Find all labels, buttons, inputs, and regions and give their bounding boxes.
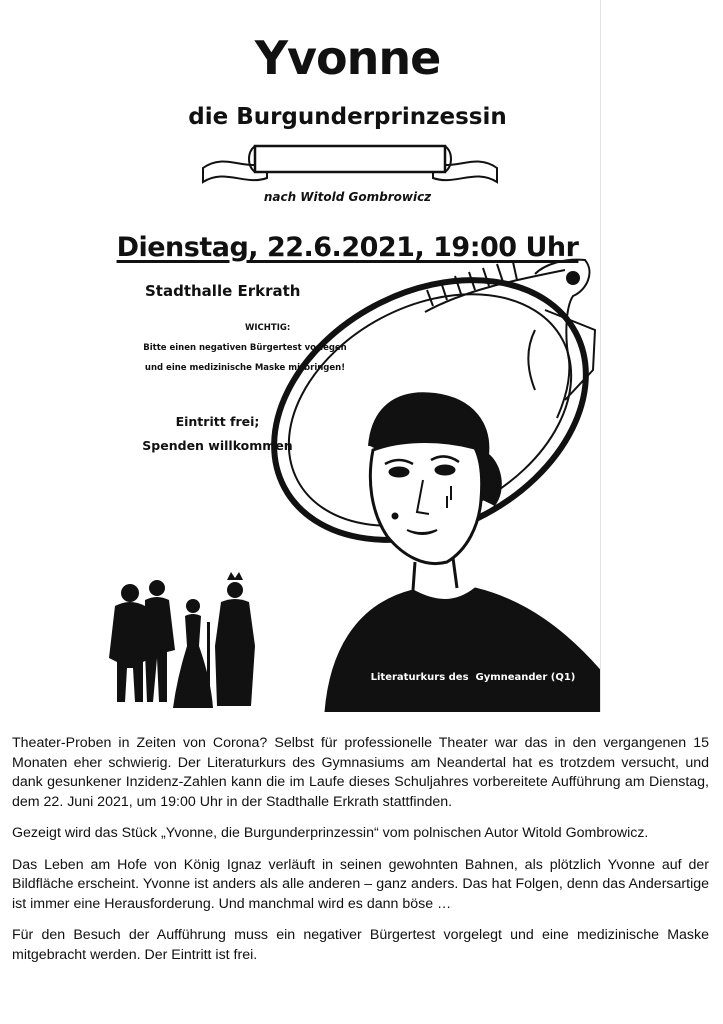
poster-byline: nach Witold Gombrowicz bbox=[263, 190, 432, 204]
notice-line: und eine medizinische Maske mitbringen! bbox=[144, 363, 346, 373]
event-poster bbox=[95, 0, 601, 712]
ribbon-banner-icon bbox=[195, 138, 505, 186]
course-credit: Literaturkurs des Gymneander (Q1) bbox=[357, 666, 589, 690]
event-venue: Stadthalle Erkrath bbox=[145, 282, 301, 300]
entry-line: Spenden willkommen bbox=[142, 438, 293, 453]
silhouette-figures bbox=[109, 572, 255, 708]
important-notice bbox=[95, 318, 395, 378]
poster-title: Yvonne bbox=[254, 31, 441, 85]
poster-subtitle: die Burgunderprinzessin bbox=[188, 104, 507, 130]
event-date: Dienstag, 22.6.2021, 19:00 Uhr bbox=[116, 232, 579, 263]
article-paragraph: Theater-Proben in Zeiten von Corona? Selbst für professionelle Theater war das in den vergangenen 15 Monaten eher schwierig. Der Literaturkurs des Gymnasiums am Neandertal hat es trotzdem versucht, und dank gesunkener Inzidenz-Zahlen kann die im Laufe dieses Schuljahres vorbereitete Aufführung am Dienstag, dem 22. Juni 2021, um 19:00 Uhr in der Stadthalle Erkrath stattfinden. bbox=[12, 735, 709, 810]
notice-line: Bitte einen negativen Bürgertest vorlegen bbox=[143, 343, 347, 353]
notice-label: WICHTIG: bbox=[245, 323, 291, 333]
entry-line: Eintritt frei; bbox=[175, 414, 260, 429]
article-paragraph: Das Leben am Hofe von König Ignaz verläuft in seinen gewohnten Bahnen, als plötzlich Yvonne auf der Bildfläche erscheint. Yvonne ist anders als alle anderen – ganz anders. Das hat Folgen, denn das Andersartige ist immer eine Herausforderung. Und manchmal wird es dann böse … bbox=[12, 856, 709, 912]
article-paragraph: Für den Besuch der Aufführung muss ein negativer Bürgertest vorgelegt und eine medizinische Maske mitgebracht werden. Der Eintritt ist frei. bbox=[12, 927, 709, 963]
article-paragraph: Gezeigt wird das Stück „Yvonne, die Burgunderprinzessin“ vom polnischen Autor Witold Gombrowicz. bbox=[12, 825, 649, 841]
entry-info bbox=[95, 410, 340, 458]
article-text bbox=[12, 734, 709, 977]
